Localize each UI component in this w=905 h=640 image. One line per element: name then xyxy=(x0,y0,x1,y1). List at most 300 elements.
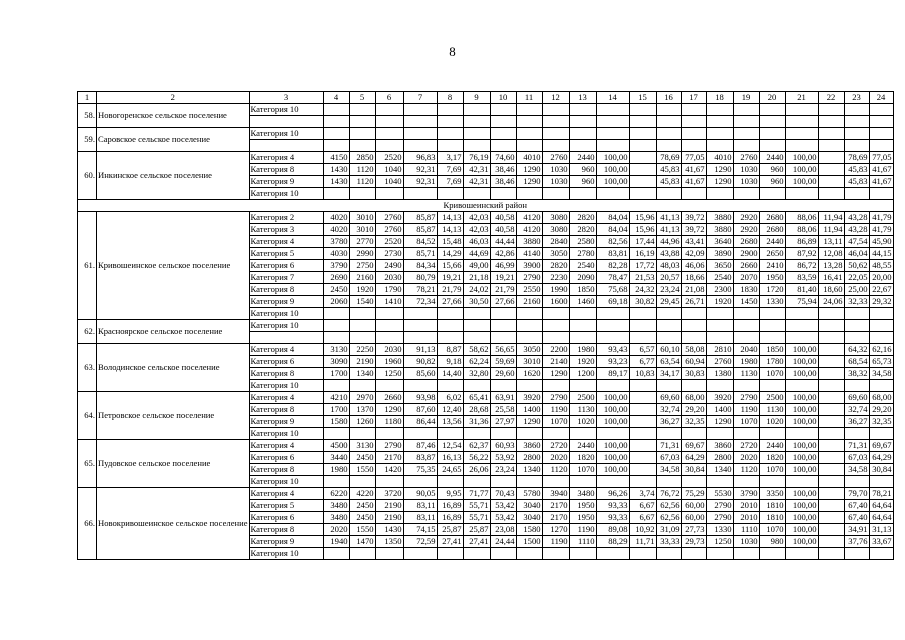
value-cell: 42,03 xyxy=(463,224,490,236)
value-cell: 1190 xyxy=(542,536,569,548)
value-cell xyxy=(629,308,656,320)
value-cell xyxy=(759,308,785,320)
value-cell: 1070 xyxy=(759,464,785,476)
value-cell: 3790 xyxy=(323,260,349,272)
value-cell: 960 xyxy=(569,164,596,176)
value-cell xyxy=(818,404,844,416)
value-cell: 3890 xyxy=(706,248,733,260)
value-cell xyxy=(706,332,733,344)
table-row xyxy=(78,344,894,356)
value-cell: 2780 xyxy=(569,248,596,260)
value-cell: 1110 xyxy=(569,536,596,548)
value-cell: 2170 xyxy=(542,512,569,524)
value-cell: 32,35 xyxy=(869,416,893,428)
value-cell: 44,69 xyxy=(463,248,490,260)
value-cell xyxy=(349,140,375,152)
value-cell xyxy=(403,128,437,140)
value-cell xyxy=(733,380,759,392)
value-cell xyxy=(785,320,818,332)
value-cell xyxy=(323,332,349,344)
value-cell: 2020 xyxy=(733,452,759,464)
value-cell xyxy=(403,332,437,344)
value-cell xyxy=(542,548,569,560)
value-cell xyxy=(706,140,733,152)
value-cell: 80,79 xyxy=(403,272,437,284)
header-cell: 4 xyxy=(323,92,349,104)
value-cell xyxy=(569,476,596,488)
value-cell xyxy=(323,104,349,116)
value-cell: 1850 xyxy=(759,344,785,356)
value-cell xyxy=(349,320,375,332)
value-cell: 33,67 xyxy=(869,536,893,548)
value-cell: 100,00 xyxy=(785,392,818,404)
value-cell xyxy=(542,104,569,116)
value-cell: 6,57 xyxy=(629,344,656,356)
value-cell: 13,11 xyxy=(818,236,844,248)
value-cell: 4020 xyxy=(323,224,349,236)
value-cell: 14,13 xyxy=(437,212,463,224)
category-cell: Категория 5 xyxy=(249,500,323,512)
value-cell xyxy=(629,104,656,116)
value-cell: 2030 xyxy=(375,272,403,284)
value-cell xyxy=(569,128,596,140)
value-cell xyxy=(681,116,706,128)
value-cell: 87,60 xyxy=(403,404,437,416)
value-cell: 16,41 xyxy=(818,272,844,284)
value-cell: 1130 xyxy=(569,404,596,416)
value-cell: 4210 xyxy=(323,392,349,404)
value-cell xyxy=(656,140,681,152)
value-cell xyxy=(629,128,656,140)
table-row xyxy=(78,392,894,404)
category-cell: Категория 4 xyxy=(249,488,323,500)
value-cell: 2140 xyxy=(542,356,569,368)
value-cell: 1820 xyxy=(569,452,596,464)
value-cell: 3480 xyxy=(323,500,349,512)
value-cell: 58,08 xyxy=(681,344,706,356)
value-cell: 2170 xyxy=(375,452,403,464)
value-cell xyxy=(596,188,629,200)
value-cell: 3040 xyxy=(516,512,542,524)
value-cell: 2790 xyxy=(706,512,733,524)
value-cell xyxy=(463,308,490,320)
value-cell xyxy=(375,308,403,320)
value-cell: 21,08 xyxy=(681,284,706,296)
value-cell xyxy=(516,308,542,320)
value-cell: 1380 xyxy=(706,368,733,380)
value-cell: 15,96 xyxy=(629,212,656,224)
value-cell: 3920 xyxy=(706,392,733,404)
value-cell xyxy=(569,548,596,560)
value-cell: 34,58 xyxy=(656,464,681,476)
value-cell: 1500 xyxy=(516,536,542,548)
value-cell: 16,19 xyxy=(629,248,656,260)
value-cell: 64,32 xyxy=(844,344,869,356)
value-cell xyxy=(629,404,656,416)
value-cell xyxy=(681,548,706,560)
value-cell xyxy=(463,548,490,560)
value-cell xyxy=(490,332,516,344)
header-row xyxy=(78,92,894,104)
value-cell: 1700 xyxy=(323,368,349,380)
value-cell: 93,33 xyxy=(596,512,629,524)
category-cell: Категория 8 xyxy=(249,404,323,416)
value-cell xyxy=(818,488,844,500)
value-cell: 78,69 xyxy=(656,152,681,164)
header-cell: 6 xyxy=(375,92,403,104)
value-cell xyxy=(596,380,629,392)
value-cell: 3350 xyxy=(759,488,785,500)
value-cell: 2920 xyxy=(733,224,759,236)
value-cell: 2850 xyxy=(349,152,375,164)
settlement-name: Новокривошеинское сельское поселение xyxy=(97,488,250,560)
header-cell: 23 xyxy=(844,92,869,104)
value-cell xyxy=(869,476,893,488)
category-cell: Категория 4 xyxy=(249,392,323,404)
value-cell: 38,46 xyxy=(490,176,516,188)
value-cell xyxy=(844,380,869,392)
value-cell xyxy=(818,176,844,188)
value-cell xyxy=(349,428,375,440)
value-cell: 71,31 xyxy=(656,440,681,452)
value-cell: 1950 xyxy=(759,272,785,284)
value-cell: 53,42 xyxy=(490,500,516,512)
value-cell xyxy=(629,392,656,404)
value-cell: 2820 xyxy=(542,260,569,272)
value-cell: 82,28 xyxy=(596,260,629,272)
value-cell: 45,90 xyxy=(869,236,893,248)
value-cell xyxy=(490,308,516,320)
value-cell xyxy=(542,476,569,488)
value-cell: 64,29 xyxy=(681,452,706,464)
value-cell: 100,00 xyxy=(785,524,818,536)
value-cell xyxy=(844,128,869,140)
value-cell xyxy=(403,428,437,440)
value-cell xyxy=(437,380,463,392)
value-cell: 2010 xyxy=(733,500,759,512)
value-cell xyxy=(706,308,733,320)
value-cell: 93,43 xyxy=(596,344,629,356)
value-cell: 29,32 xyxy=(869,296,893,308)
header-cell: 11 xyxy=(516,92,542,104)
value-cell: 58,62 xyxy=(463,344,490,356)
value-cell xyxy=(323,128,349,140)
value-cell: 1180 xyxy=(375,416,403,428)
value-cell xyxy=(596,104,629,116)
value-cell: 20,00 xyxy=(869,272,893,284)
value-cell: 100,00 xyxy=(596,452,629,464)
settlement-name: Петровское сельское поселение xyxy=(97,392,250,440)
value-cell: 22,05 xyxy=(844,272,869,284)
value-cell: 27,73 xyxy=(681,524,706,536)
value-cell: 32,74 xyxy=(844,404,869,416)
value-cell xyxy=(375,476,403,488)
value-cell xyxy=(542,332,569,344)
value-cell: 75,94 xyxy=(785,296,818,308)
value-cell xyxy=(629,416,656,428)
value-cell: 12,40 xyxy=(437,404,463,416)
value-cell xyxy=(869,128,893,140)
value-cell: 17,44 xyxy=(629,236,656,248)
value-cell: 980 xyxy=(759,536,785,548)
value-cell: 34,58 xyxy=(869,368,893,380)
value-cell xyxy=(818,392,844,404)
value-cell: 92,31 xyxy=(403,164,437,176)
value-cell: 2690 xyxy=(323,272,349,284)
value-cell xyxy=(375,140,403,152)
value-cell: 1600 xyxy=(542,296,569,308)
value-cell: 67,03 xyxy=(844,452,869,464)
value-cell: 42,86 xyxy=(490,248,516,260)
value-cell: 86,44 xyxy=(403,416,437,428)
value-cell xyxy=(733,548,759,560)
category-cell: Категория 4 xyxy=(249,344,323,356)
value-cell xyxy=(681,332,706,344)
value-cell: 16,89 xyxy=(437,500,463,512)
value-cell: 24,06 xyxy=(818,296,844,308)
header-cell: 13 xyxy=(569,92,596,104)
value-cell: 7,69 xyxy=(437,176,463,188)
value-cell: 2450 xyxy=(349,500,375,512)
category-cell: Категория 9 xyxy=(249,536,323,548)
value-cell: 5780 xyxy=(516,488,542,500)
value-cell: 100,00 xyxy=(596,440,629,452)
value-cell: 62,37 xyxy=(463,440,490,452)
value-cell: 74,15 xyxy=(403,524,437,536)
value-cell: 24,02 xyxy=(463,284,490,296)
value-cell: 32,35 xyxy=(681,416,706,428)
value-cell: 59,69 xyxy=(490,356,516,368)
value-cell xyxy=(323,308,349,320)
row-index: 64. xyxy=(78,392,97,440)
category-cell: Категория 7 xyxy=(249,272,323,284)
value-cell xyxy=(490,188,516,200)
value-cell: 83,87 xyxy=(403,452,437,464)
value-cell xyxy=(437,140,463,152)
value-cell: 32,80 xyxy=(463,368,490,380)
value-cell: 100,00 xyxy=(596,404,629,416)
value-cell xyxy=(733,320,759,332)
value-cell xyxy=(656,104,681,116)
value-cell: 83,11 xyxy=(403,512,437,524)
value-cell: 960 xyxy=(759,176,785,188)
value-cell: 31,36 xyxy=(463,416,490,428)
value-cell xyxy=(323,188,349,200)
value-cell xyxy=(596,128,629,140)
value-cell xyxy=(403,308,437,320)
value-cell xyxy=(869,104,893,116)
value-cell xyxy=(463,128,490,140)
value-cell: 60,00 xyxy=(681,512,706,524)
value-cell xyxy=(656,116,681,128)
value-cell xyxy=(656,332,681,344)
value-cell: 3,17 xyxy=(437,152,463,164)
value-cell xyxy=(375,188,403,200)
value-cell: 71,77 xyxy=(463,488,490,500)
value-cell: 3440 xyxy=(323,452,349,464)
value-cell: 960 xyxy=(569,176,596,188)
value-cell xyxy=(437,308,463,320)
value-cell: 2190 xyxy=(375,512,403,524)
value-cell: 1330 xyxy=(706,524,733,536)
value-cell: 2900 xyxy=(733,248,759,260)
value-cell: 7,69 xyxy=(437,164,463,176)
category-cell xyxy=(249,116,323,128)
header-cell: 24 xyxy=(869,92,893,104)
value-cell xyxy=(818,476,844,488)
value-cell: 92,31 xyxy=(403,176,437,188)
value-cell: 100,00 xyxy=(596,392,629,404)
value-cell: 100,00 xyxy=(596,164,629,176)
value-cell: 41,79 xyxy=(869,212,893,224)
value-cell: 93,33 xyxy=(596,500,629,512)
value-cell: 2160 xyxy=(516,296,542,308)
value-cell: 2760 xyxy=(375,224,403,236)
value-cell: 1290 xyxy=(516,176,542,188)
value-cell xyxy=(490,476,516,488)
value-cell xyxy=(629,476,656,488)
value-cell: 93,98 xyxy=(403,392,437,404)
value-cell: 34,17 xyxy=(656,368,681,380)
value-cell xyxy=(437,428,463,440)
value-cell xyxy=(681,320,706,332)
value-cell xyxy=(656,548,681,560)
value-cell: 21,18 xyxy=(463,272,490,284)
value-cell xyxy=(818,320,844,332)
value-cell: 31,09 xyxy=(656,524,681,536)
value-cell xyxy=(437,476,463,488)
value-cell: 4150 xyxy=(323,152,349,164)
value-cell xyxy=(463,320,490,332)
value-cell xyxy=(818,428,844,440)
value-cell: 1350 xyxy=(375,536,403,548)
header-cell: 10 xyxy=(490,92,516,104)
value-cell: 62,16 xyxy=(869,344,893,356)
value-cell: 62,56 xyxy=(656,500,681,512)
value-cell: 100,00 xyxy=(785,356,818,368)
value-cell xyxy=(706,320,733,332)
header-cell: 15 xyxy=(629,92,656,104)
value-cell: 2550 xyxy=(516,284,542,296)
value-cell: 100,00 xyxy=(785,344,818,356)
value-cell: 2540 xyxy=(706,272,733,284)
category-cell: Категория 6 xyxy=(249,452,323,464)
value-cell: 63,54 xyxy=(656,356,681,368)
value-cell: 29,20 xyxy=(869,404,893,416)
value-cell: 100,00 xyxy=(785,152,818,164)
value-cell xyxy=(785,380,818,392)
value-cell: 2680 xyxy=(733,236,759,248)
value-cell xyxy=(596,320,629,332)
value-cell: 2660 xyxy=(733,260,759,272)
value-cell: 42,31 xyxy=(463,164,490,176)
settlement-name: Пудовское сельское поселение xyxy=(97,440,250,488)
value-cell xyxy=(869,188,893,200)
value-cell: 1540 xyxy=(349,296,375,308)
value-cell: 93,23 xyxy=(596,356,629,368)
value-cell: 3880 xyxy=(516,236,542,248)
value-cell xyxy=(516,476,542,488)
value-cell: 1980 xyxy=(569,344,596,356)
value-cell: 1810 xyxy=(759,512,785,524)
value-cell: 41,67 xyxy=(869,164,893,176)
value-cell: 2250 xyxy=(349,344,375,356)
value-cell: 1920 xyxy=(349,284,375,296)
value-cell: 1040 xyxy=(375,176,403,188)
value-cell: 2790 xyxy=(733,392,759,404)
value-cell xyxy=(403,116,437,128)
category-cell: Категория 8 xyxy=(249,284,323,296)
value-cell: 5530 xyxy=(706,488,733,500)
value-cell: 76,72 xyxy=(656,488,681,500)
category-cell: Категория 10 xyxy=(249,308,323,320)
value-cell xyxy=(569,140,596,152)
value-cell: 100,00 xyxy=(785,404,818,416)
table-row xyxy=(78,128,894,140)
value-cell: 46,03 xyxy=(463,236,490,248)
value-cell xyxy=(785,308,818,320)
value-cell: 2760 xyxy=(375,212,403,224)
value-cell xyxy=(349,104,375,116)
value-cell xyxy=(569,320,596,332)
value-cell: 3920 xyxy=(516,392,542,404)
value-cell xyxy=(375,320,403,332)
value-cell: 2820 xyxy=(569,224,596,236)
value-cell: 30,84 xyxy=(869,464,893,476)
value-cell: 88,06 xyxy=(785,224,818,236)
value-cell: 45,83 xyxy=(656,164,681,176)
value-cell: 34,58 xyxy=(844,464,869,476)
value-cell: 42,31 xyxy=(463,176,490,188)
value-cell: 62,56 xyxy=(656,512,681,524)
header-cell: 5 xyxy=(349,92,375,104)
value-cell xyxy=(818,344,844,356)
value-cell: 1790 xyxy=(375,284,403,296)
value-cell: 100,00 xyxy=(785,464,818,476)
value-cell: 100,00 xyxy=(785,176,818,188)
category-cell xyxy=(249,140,323,152)
value-cell xyxy=(706,188,733,200)
row-index: 59. xyxy=(78,128,97,152)
value-cell: 40,58 xyxy=(490,224,516,236)
value-cell: 89,17 xyxy=(596,368,629,380)
value-cell: 91,13 xyxy=(403,344,437,356)
value-cell: 28,68 xyxy=(463,404,490,416)
value-cell xyxy=(323,380,349,392)
value-cell xyxy=(596,428,629,440)
value-cell: 1430 xyxy=(323,176,349,188)
value-cell: 3130 xyxy=(323,344,349,356)
value-cell: 2090 xyxy=(569,272,596,284)
value-cell: 78,21 xyxy=(403,284,437,296)
value-cell xyxy=(629,428,656,440)
value-cell: 1990 xyxy=(542,284,569,296)
value-cell xyxy=(844,116,869,128)
value-cell: 2230 xyxy=(542,272,569,284)
value-cell: 29,60 xyxy=(490,368,516,380)
value-cell: 49,00 xyxy=(463,260,490,272)
value-cell: 87,46 xyxy=(403,440,437,452)
district-name: Кривошеинский район xyxy=(78,200,894,212)
value-cell xyxy=(437,116,463,128)
value-cell: 9,18 xyxy=(437,356,463,368)
value-cell: 2410 xyxy=(759,260,785,272)
value-cell: 1070 xyxy=(542,416,569,428)
value-cell xyxy=(490,548,516,560)
value-cell xyxy=(463,428,490,440)
value-cell: 100,00 xyxy=(785,500,818,512)
value-cell: 90,82 xyxy=(403,356,437,368)
